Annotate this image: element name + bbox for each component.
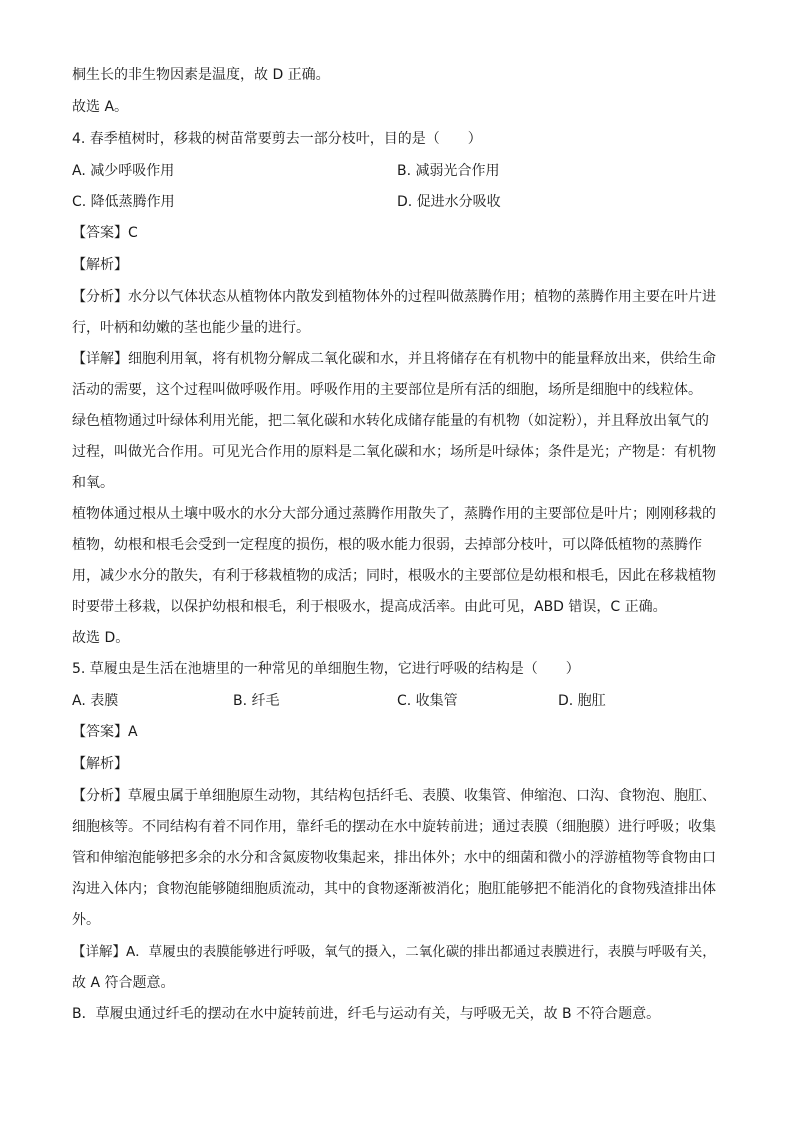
text-line: 用，减少水分的散失，有利于移栽植物的成活；同时，根吸水的主要部位是幼根和根毛，因此在移栽植物	[72, 568, 716, 584]
text-line: 桐生长的非生物因素是温度，故 D 正确。	[72, 67, 330, 83]
answer-label: 【答案】A	[72, 724, 138, 740]
q5-option-c: C. 收集管	[397, 693, 458, 709]
text-line: 绿色植物通过叶绿体利用光能，把二氧化碳和水转化成储存能量的有机物（如淀粉），并且释放出氧气的	[72, 413, 709, 429]
text-line: 过程，叫做光合作用。可见光合作用的原料是二氧化碳和水；场所是叶绿体；条件是光；产物是：有机物	[72, 444, 716, 460]
text-line: 时要带土移栽，以保护幼根和根毛，利于根吸水，提高成活率。由此可见，ABD 错误，C 正确。	[72, 599, 667, 615]
q4-option-a: A. 减少呼吸作用	[72, 163, 175, 179]
text-line: 故选 D。	[72, 630, 130, 646]
text-line: 沟进入体内；食物泡能够随细胞质流动，其中的食物逐渐被消化；胞肛能够把不能消化的食物残渣排出体	[72, 881, 716, 897]
q5-option-b: B. 纤毛	[233, 693, 280, 709]
text-line: 【分析】水分以气体状态从植物体内散发到植物体外的过程叫做蒸腾作用；植物的蒸腾作用主要在叶片进	[72, 289, 716, 305]
q4-option-b: B. 减弱光合作用	[397, 163, 500, 179]
question-5-stem: 5. 草履虫是生活在池塘里的一种常见的单细胞生物，它进行呼吸的结构是（ ）	[72, 661, 580, 677]
text-line: 【详解】细胞利用氧，将有机物分解成二氧化碳和水，并且将储存在有机物中的能量释放出来，供给生命	[72, 351, 716, 367]
text-line: 和氧。	[72, 475, 114, 491]
text-line: 活动的需要，这个过程叫做呼吸作用。呼吸作用的主要部位是所有活的细胞，场所是细胞中的线粒体。	[72, 382, 702, 398]
text-line: 外。	[72, 912, 100, 928]
analysis-label: 【解析】	[72, 756, 128, 772]
text-line: 行，叶柄和幼嫩的茎也能少量的进行。	[72, 320, 310, 336]
text-line: 【详解】A．草履虫的表膜能够进行呼吸，氧气的摄入，二氧化碳的排出都通过表膜进行，表膜与呼吸有关，	[72, 944, 716, 960]
text-line: B．草履虫通过纤毛的摆动在水中旋转前进，纤毛与运动有关，与呼吸无关，故 B 不符合题意。	[72, 1006, 661, 1022]
text-line: 管和伸缩泡能够把多余的水分和含氮废物收集起来，排出体外；水中的细菌和微小的浮游植物等食物由口	[72, 850, 716, 866]
text-line: 故选 A。	[72, 99, 129, 115]
text-line: 故 A 符合题意。	[72, 975, 175, 991]
text-line: 细胞核等。不同结构有着不同作用，靠纤毛的摆动在水中旋转前进；通过表膜（细胞膜）进行呼吸；收集	[72, 819, 716, 835]
text-line: 【分析】草履虫属于单细胞原生动物，其结构包括纤毛、表膜、收集管、伸缩泡、口沟、食物泡、胞肛、	[72, 788, 716, 804]
q4-option-d: D. 促进水分吸收	[397, 194, 501, 210]
text-line: 植物，幼根和根毛会受到一定程度的损伤，根的吸水能力很弱，去掉部分枝叶，可以降低植物的蒸腾作	[72, 537, 702, 553]
q4-option-c: C. 降低蒸腾作用	[72, 194, 175, 210]
text-line: 植物体通过根从土壤中吸水的水分大部分通过蒸腾作用散失了，蒸腾作用的主要部位是叶片；刚刚移栽的	[72, 506, 716, 522]
answer-label: 【答案】C	[72, 225, 138, 241]
analysis-label: 【解析】	[72, 257, 128, 273]
q5-option-d: D. 胞肛	[558, 693, 606, 709]
q5-option-a: A. 表膜	[72, 693, 119, 709]
question-4-stem: 4. 春季植树时，移栽的树苗常要剪去一部分枝叶，目的是（ ）	[72, 131, 482, 147]
